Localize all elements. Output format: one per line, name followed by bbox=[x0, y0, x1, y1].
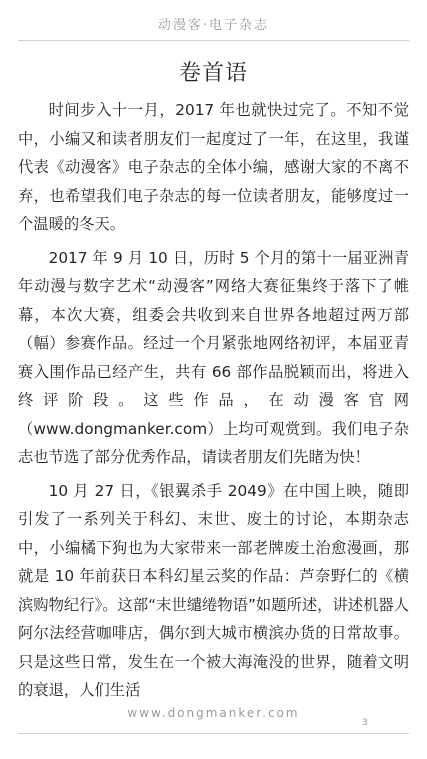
paragraph-2: 2017 年 9 月 10 日，历时 5 个月的第十一届亚洲青年动漫与数字艺术“动漫客”网络大赛征集终于落下了帷幕，本次大赛，组委会共收到来自世界各地超过两万部（幅）参赛作品。经过一个月紧张地网络初评，本届亚青赛入围作品已经产生，共有 66 部作品脱颖而出，将进入终评阶段。这些作品，在动漫客官网（www.dongmanker.com）上均可观赏到。我们电子杂志也节选了部分优秀作品，请读者朋友们先睹为快！ bbox=[18, 248, 409, 466]
footer-url: www.dongmanker.com bbox=[127, 706, 300, 720]
header-divider bbox=[18, 40, 409, 41]
article-title: 卷首语 bbox=[178, 61, 248, 86]
footer-divider bbox=[18, 733, 409, 734]
paragraph-1: 时间步入十一月，2017 年也就快过完了。不知不觉中，小编又和读者朋友们一起度过了一年，在这里，我谨代表《动漫客》电子杂志的全体小编，感谢大家的不离不弃，也希望我们电子杂志的每一位读者朋友，能够度过一个温暖的冬天。 bbox=[18, 101, 409, 233]
page-number: 3 bbox=[362, 718, 368, 728]
paragraph-3: 10 月 27 日，《银翼杀手 2049》在中国上映，随即引发了一系列关于科幻、末世、废土的讨论，本期杂志中，小编橘下狗也为大家带来一部老牌废土治愈漫画，那就是 10 年前获日本科幻星云奖的作品：芦奈野仁的《横滨购物纪行》。这部“末世缱绻物语”如题所述，讲述机器人阿尔法经营咖啡店，偶尔到大城市横滨办货的日常故事。只是这些日常，发生在一个被大海淹没的世界，随着文明的衰退，人们生活 bbox=[18, 481, 409, 699]
magazine-header: 动漫客·电子杂志 bbox=[157, 18, 270, 33]
article-body bbox=[18, 96, 409, 710]
